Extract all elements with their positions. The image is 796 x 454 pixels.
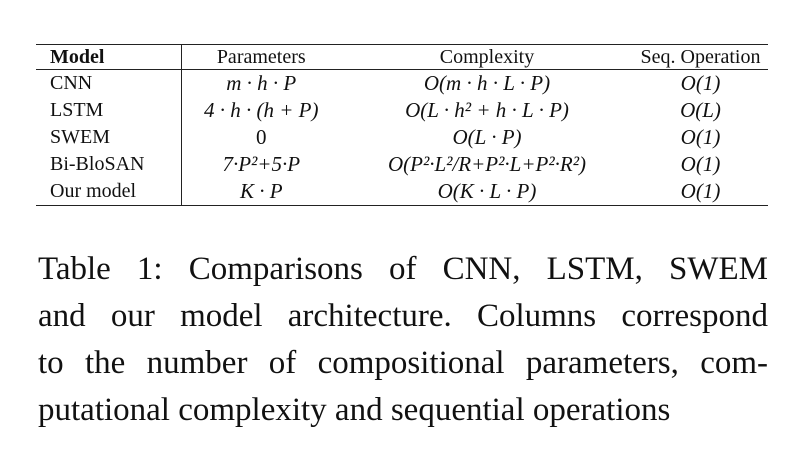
header-seq-operation: Seq. Operation	[633, 45, 768, 70]
complexity-cell: O(P²·L²/R+P²·L+P²·R²)	[387, 152, 587, 176]
model-name-cell: LSTM	[36, 97, 181, 124]
parameters-cell: m · h · P	[226, 71, 297, 95]
caption-line: Table 1: Comparisons of CNN, LSTM, SWEM	[38, 251, 768, 287]
comparison-table-container	[36, 44, 768, 206]
seq-operation-cell: O(L)	[680, 98, 721, 122]
table-header-row	[36, 45, 768, 70]
caption-line: to the number of compositional parameters, com-	[38, 345, 768, 381]
header-model: Model	[36, 45, 181, 70]
complexity-cell: O(K · L · P)	[341, 178, 633, 206]
table-row	[36, 151, 768, 178]
model-name-cell: CNN	[36, 70, 181, 98]
caption-line: and our model architecture. Columns correspond	[38, 298, 768, 334]
parameters-cell: K · P	[181, 178, 341, 206]
seq-operation-cell: O(1)	[680, 71, 721, 95]
header-complexity: Complexity	[341, 45, 633, 70]
table-row	[36, 178, 768, 206]
model-name-cell: SWEM	[36, 124, 181, 151]
complexity-cell: O(m · h · L · P)	[423, 71, 551, 95]
table-row	[36, 124, 768, 151]
seq-operation-cell: O(1)	[633, 178, 768, 206]
table-row	[36, 97, 768, 124]
header-parameters: Parameters	[181, 45, 341, 70]
caption-line: putational complexity and sequential operations	[38, 392, 671, 428]
model-name-cell: Bi-BloSAN	[36, 151, 181, 178]
table-caption	[38, 246, 768, 434]
parameters-cell: 0	[256, 125, 267, 149]
seq-operation-cell: O(1)	[680, 152, 721, 176]
complexity-cell: O(L · h² + h · L · P)	[405, 98, 569, 122]
parameters-cell: 4 · h · (h + P)	[204, 98, 319, 122]
parameters-cell: 7·P²+5·P	[222, 152, 301, 176]
comparison-table	[36, 44, 768, 206]
complexity-cell: O(L · P)	[452, 125, 522, 149]
model-name-cell: Our model	[36, 178, 181, 206]
table-row	[36, 70, 768, 98]
seq-operation-cell: O(1)	[680, 125, 721, 149]
